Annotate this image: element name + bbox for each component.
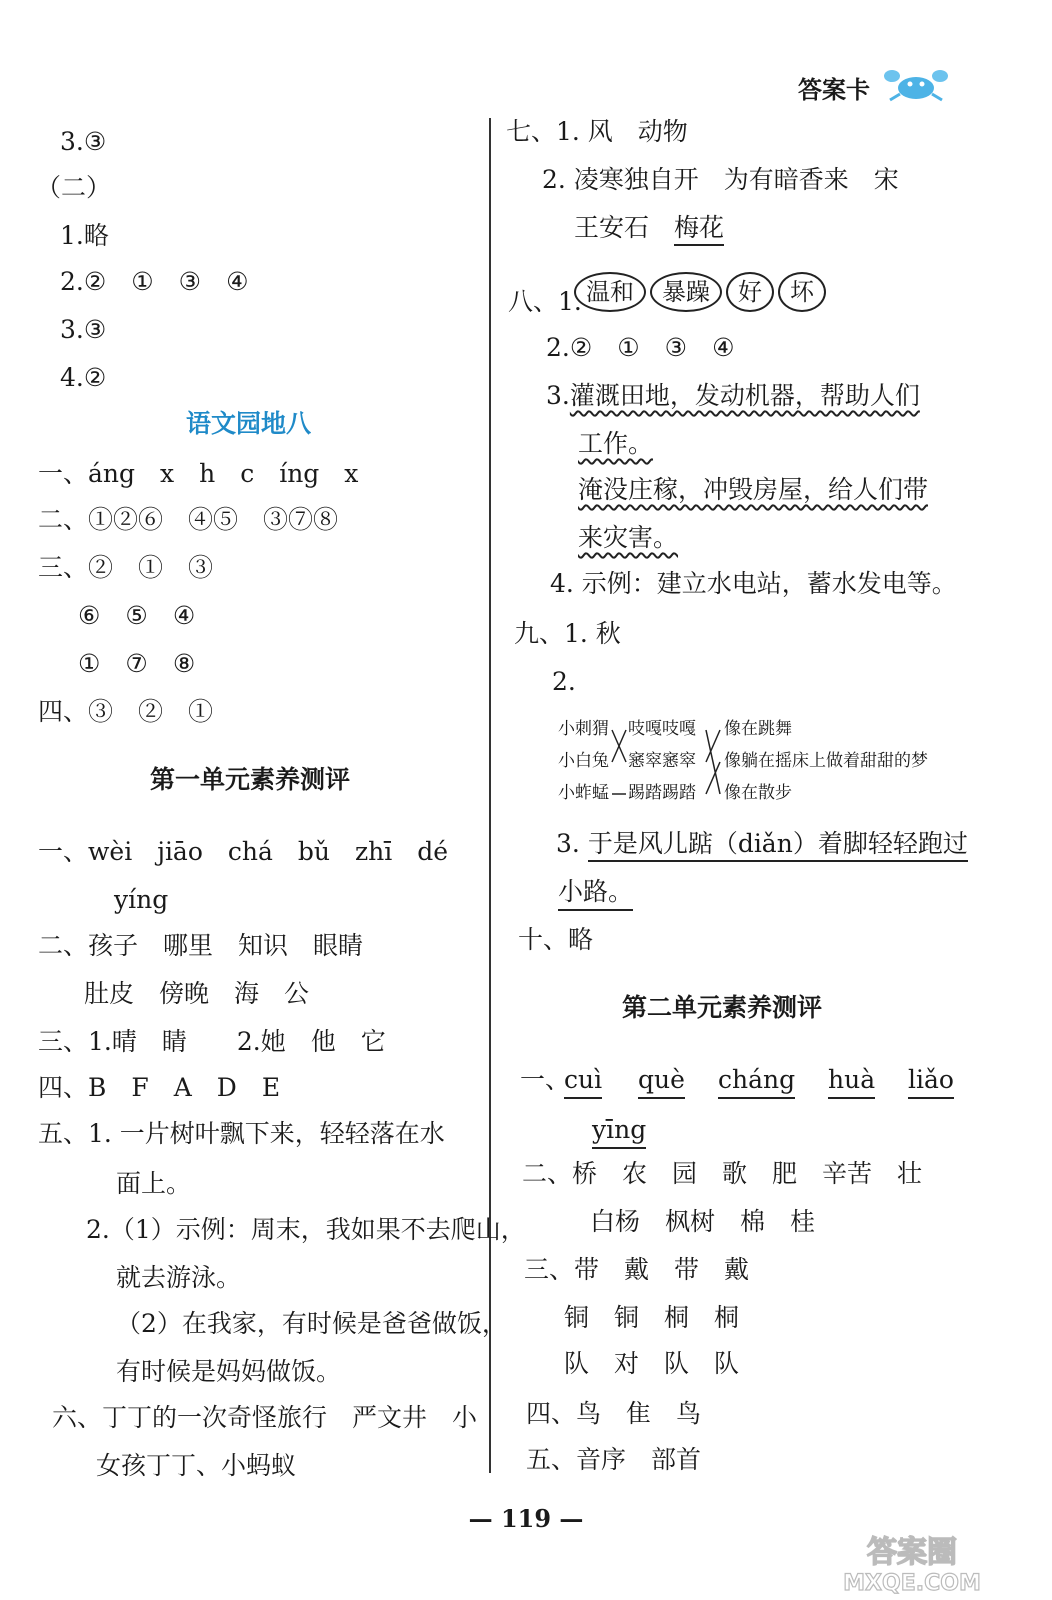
answer-line: 三、② ① ③ [38,553,214,582]
answer-line: 二、桥 农 园 歌 肥 辛苦 壮 [522,1159,923,1188]
section-heading: 第一单元素养测评 [150,765,351,794]
pinyin-answer: què [638,1065,685,1099]
answer-line: 十、略 [518,925,594,954]
underlined-answer: 于是风儿踮（diǎn）着脚轻轻跑过 [588,829,968,862]
answer-line: 白杨 枫树 棉 桂 [590,1207,816,1236]
watermark-logo [812,1530,1012,1594]
answer-line: 2. [552,667,576,696]
answer-line: 4. 示例：建立水电站，蓄水发电等。 [550,569,957,598]
underlined-answer: 小路。 [558,877,633,911]
answer-line: 肚皮 傍晚 海 公 [84,979,310,1008]
answer-line: 铜 铜 桐 桐 [564,1303,740,1332]
answer-line: 一、áng x h c íng x [38,459,359,488]
answer-line: 3.灌溉田地，发动机器，帮助人们 [546,381,920,410]
pinyin-answer: cuì [564,1065,602,1099]
svg-text:MXQE.COM: MXQE.COM [843,1571,981,1594]
pinyin-answer: cháng [718,1065,795,1099]
answer-line: 四、B F A D E [38,1073,281,1102]
answer-line: 1.略 [60,221,109,250]
match-left-item: 小白兔 [558,751,609,771]
answer-line: 2.② ① ③ ④ [546,333,735,362]
header-title: 答案卡 [798,76,870,104]
wavy-underlined-answer: 灌溉田地，发动机器，帮助人们 [569,381,920,410]
answer-line: 五、音序 部首 [526,1445,702,1474]
answer-line: 有时候是妈妈做饭。 [116,1357,342,1386]
page-number: — 119 — [468,1504,584,1533]
match-right-item: 像在跳舞 [724,719,792,739]
answer-line: 一、 [520,1065,571,1094]
circled-word: 暴躁 [650,272,722,312]
circled-word: 温和 [574,272,646,312]
pinyin-answer: liǎo [908,1065,954,1099]
answer-line: 4.② [60,363,107,392]
answer-line: 3.③ [60,315,107,344]
circled-word: 坏 [778,272,826,312]
answer-line: 3. 于是风儿踮（diǎn）着脚轻轻跑过 [556,829,968,859]
answer-line: 二、①②⑥ ④⑤ ③⑦⑧ [38,505,339,534]
wavy-underlined-answer: 工作。 [578,429,654,458]
answer-line: 四、③ ② ① [38,697,214,726]
answer-line: 八、1. [508,287,582,316]
answer-line: ① ⑦ ⑧ [78,649,196,678]
wavy-underlined-answer: 来灾害。 [578,523,679,552]
answer-line: 七、1. 风 动物 [506,117,688,146]
pinyin-answer: yīng [592,1115,646,1149]
answer-line: 三、1.晴 睛 2.她 他 它 [38,1027,386,1056]
answer-line: 四、鸟 隹 鸟 [526,1399,702,1428]
section-heading: 第二单元素养测评 [622,993,823,1022]
answer-line: 王安石 梅花 [574,213,724,243]
answer-line: 二、孩子 哪里 知识 眼睛 [38,931,364,960]
answer-line: 九、1. 秋 [514,619,621,648]
answer-line: 五、1. 一片树叶飘下来，轻轻落在水 [38,1119,445,1148]
answer-line: 就去游泳。 [116,1263,242,1292]
answer-line: ⑥ ⑤ ④ [78,601,196,630]
answer-line: （二） [36,173,112,202]
answer-line: 队 对 队 队 [564,1349,740,1378]
svg-text:答案圈: 答案圈 [867,1535,957,1570]
answer-line: 2.② ① ③ ④ [60,267,249,296]
answer-line: 三、带 戴 带 戴 [524,1255,750,1284]
answer-line: 女孩丁丁、小蚂蚁 [96,1451,297,1480]
match-middle-item: 踢踏踢踏 [628,783,696,803]
match-left-item: 小刺猬 [558,719,609,739]
answer-line: 面上。 [116,1169,192,1198]
answer-line: 2.（1）示例：周末，我如果不去爬山， [86,1215,526,1244]
wavy-underlined-answer: 淹没庄稼，冲毁房屋，给人们带 [578,475,929,504]
match-left-item: 小蚱蜢 [558,783,609,803]
match-middle-item: 吱嘎吱嘎 [628,719,696,739]
match-right-item: 像在散步 [724,783,792,803]
underlined-answer: 梅花 [674,213,724,246]
match-right-item: 像躺在摇床上做着甜甜的梦 [724,751,928,771]
pinyin-answer: huà [828,1065,875,1099]
answer-line: 一、wèi jiāo chá bǔ zhī dé [38,837,449,866]
answer-line: 3.③ [60,127,107,156]
match-middle-item: 窸窣窸窣 [628,751,696,771]
section-heading: 语文园地八 [186,409,312,438]
answer-line: 2. 凌寒独自开 为有暗香来 宋 [542,165,899,194]
answer-line: yíng [114,885,169,914]
answer-line: 六、丁丁的一次奇怪旅行 严文井 小 [52,1403,478,1432]
circled-word: 好 [726,272,774,312]
answer-line: （2）在我家，有时候是爸爸做饭， [116,1309,507,1338]
